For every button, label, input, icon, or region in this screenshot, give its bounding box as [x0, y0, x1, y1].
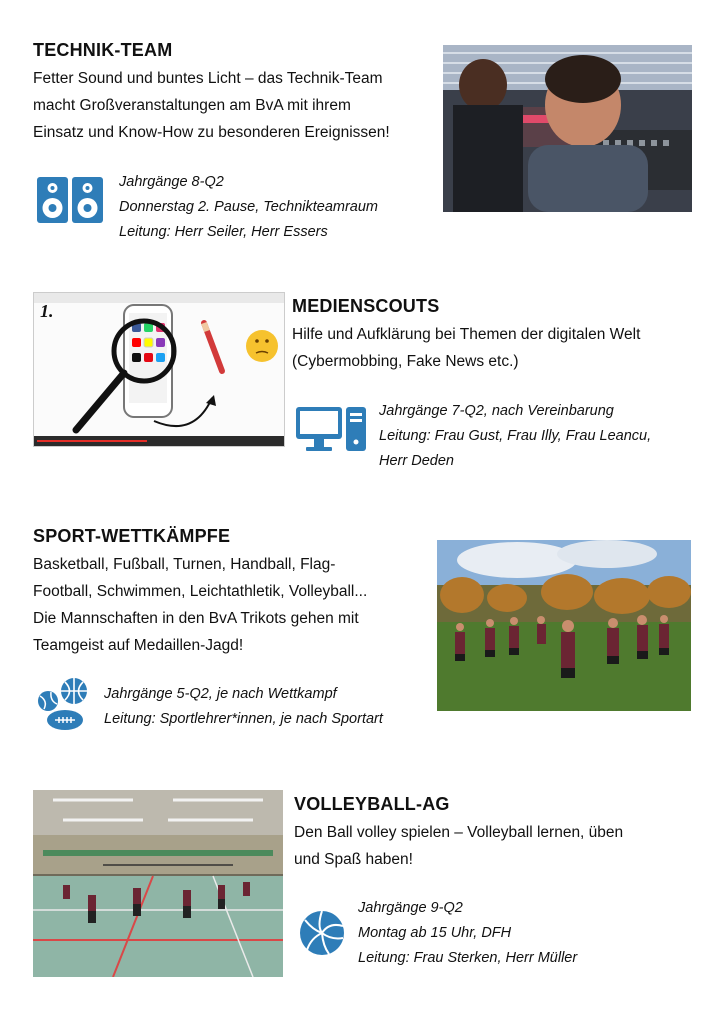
- computer-icon: [295, 405, 367, 458]
- technik-team-photo: [443, 45, 692, 212]
- description-line: Den Ball volley spielen – Volleyball lernen, üben: [294, 824, 624, 841]
- section-info: [119, 170, 378, 245]
- info-line: Leitung: Frau Sterken, Herr Müller: [358, 950, 578, 966]
- info-line: Leitung: Herr Seiler, Herr Essers: [119, 224, 328, 240]
- description-line: macht Großveranstaltungen am BvA mit ihrem: [33, 97, 351, 114]
- description-line: (Cybermobbing, Fake News etc.): [292, 353, 519, 370]
- section-info: [379, 399, 651, 474]
- description-line: und Spaß haben!: [294, 851, 413, 868]
- section-title-sport-wettkaempfe: SPORT-WETTKÄMPFE: [33, 526, 231, 546]
- step-number: 1.: [40, 301, 54, 321]
- section-description: [292, 321, 640, 375]
- speakers-icon: [36, 176, 104, 229]
- section-description: [294, 819, 623, 873]
- info-line: Donnerstag 2. Pause, Technikteamraum: [119, 199, 378, 215]
- info-line: Jahrgänge 9-Q2: [358, 900, 463, 916]
- description-line: Football, Schwimmen, Leichtathletik, Volleyball...: [33, 583, 368, 600]
- section-info: [358, 896, 577, 971]
- info-line: Jahrgänge 5-Q2, je nach Wettkampf: [104, 686, 337, 702]
- section-title-medienscouts: MEDIENSCOUTS: [292, 296, 440, 316]
- section-info: [104, 682, 383, 732]
- sports-balls-icon: [36, 677, 92, 738]
- description-line: Einsatz und Know-How zu besonderen Ereignissen!: [33, 124, 390, 141]
- sport-team-photo: [437, 540, 691, 711]
- section-title-technik-team: TECHNIK-TEAM: [33, 40, 173, 60]
- info-line: Leitung: Sportlehrer*innen, je nach Sportart: [104, 711, 383, 727]
- info-line: Leitung: Frau Gust, Frau Illy, Frau Leancu,: [379, 428, 652, 444]
- description-line: Fetter Sound und buntes Licht – das Technik-Team: [33, 70, 383, 87]
- section-description: [33, 65, 390, 146]
- info-line: Herr Deden: [379, 453, 454, 469]
- info-line: Jahrgänge 8-Q2: [119, 174, 224, 190]
- volleyball-hall-photo: [33, 790, 283, 977]
- section-description: [33, 551, 367, 659]
- section-title-volleyball-ag: VOLLEYBALL-AG: [294, 794, 450, 814]
- volleyball-icon: [299, 910, 345, 961]
- info-line: Montag ab 15 Uhr, DFH: [358, 925, 512, 941]
- description-line: Basketball, Fußball, Turnen, Handball, Flag-: [33, 556, 336, 573]
- description-line: Teamgeist auf Medaillen-Jagd!: [33, 637, 244, 654]
- description-line: Hilfe und Aufklärung bei Themen der digitalen Welt: [292, 326, 641, 343]
- description-line: Die Mannschaften in den BvA Trikots gehen mit: [33, 610, 359, 627]
- medienscouts-video-still: [33, 292, 285, 447]
- info-line: Jahrgänge 7-Q2, nach Vereinbarung: [379, 403, 614, 419]
